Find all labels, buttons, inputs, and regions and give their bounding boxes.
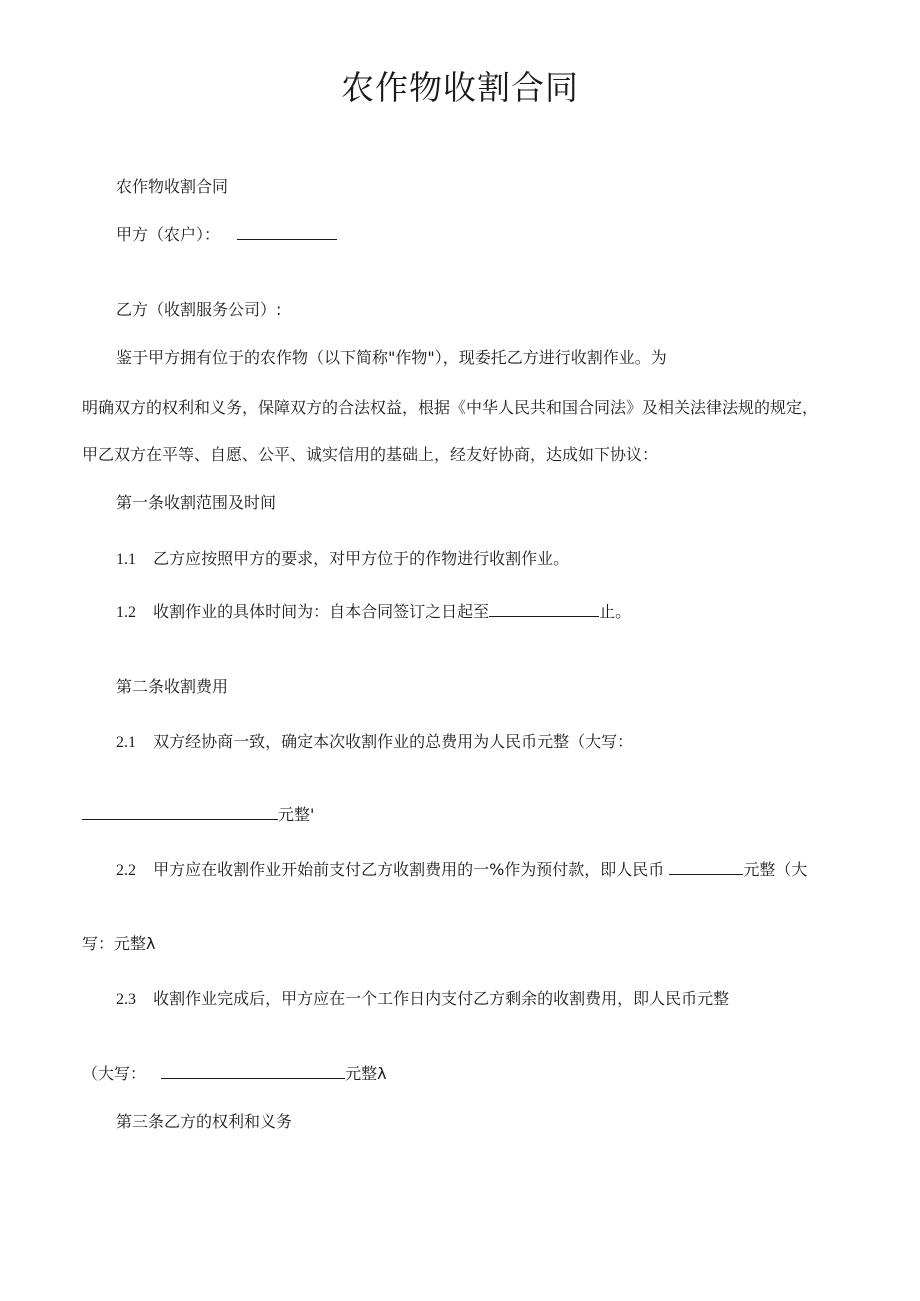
clause-text: （大写： xyxy=(82,1064,147,1083)
clause-2-3 xyxy=(116,988,729,1011)
document-heading: 农作物收割合同 xyxy=(116,177,229,196)
prepayment-amount-blank xyxy=(669,860,743,875)
clause-text: 收割作业的具体时间为：自本合同签订之日起至 xyxy=(153,602,490,621)
clause-text: 收割作业完成后，甲方应在一个工作日内支付乙方剩余的收割费用，即人民币元整 xyxy=(153,989,730,1008)
clause-1-2 xyxy=(116,601,631,624)
clause-number: 1.2 xyxy=(116,604,136,621)
clause-2-2-continuation: 写：元整λ xyxy=(82,934,156,953)
clause-text: 甲方应在收割作业开始前支付乙方收割费用的一%作为预付款，即人民币 xyxy=(153,860,665,879)
document-title: 农作物收割合同 xyxy=(341,68,579,107)
remaining-amount-blank xyxy=(161,1064,345,1079)
clause-number: 1.1 xyxy=(116,551,136,568)
clause-text-end: 元整（大 xyxy=(743,860,808,879)
clause-2-2 xyxy=(116,859,807,882)
party-a-label: 甲方（农户）： xyxy=(116,225,221,244)
clause-number: 2.2 xyxy=(116,862,136,879)
party-a-line xyxy=(116,224,337,246)
clause-number: 2.1 xyxy=(116,734,136,751)
article-1-heading: 第一条收割范围及时间 xyxy=(116,493,277,512)
clause-text-end: 元整λ xyxy=(345,1064,387,1083)
article-2-heading: 第二条收割费用 xyxy=(116,677,229,696)
clause-text: 元整' xyxy=(278,805,315,824)
clause-2-3-continuation xyxy=(82,1063,387,1085)
clause-text-end: 止。 xyxy=(599,602,632,621)
party-b-label: 乙方（收割服务公司）: xyxy=(116,300,282,319)
clause-1-1 xyxy=(116,548,569,571)
party-a-blank xyxy=(237,225,337,240)
preamble-line-2: 明确双方的权利和义务，保障双方的合法权益，根据《中华人民共和国合同法》及相关法律法规的规定， xyxy=(82,398,819,417)
preamble-line-1: 鉴于甲方拥有位于的农作物（以下简称"作物"），现委托乙方进行收割作业。为 xyxy=(116,348,667,367)
end-date-blank xyxy=(489,602,599,617)
clause-2-1-continuation xyxy=(82,804,314,826)
clause-text: 双方经协商一致，确定本次收割作业的总费用为人民币元整（大写： xyxy=(153,732,634,751)
article-3-heading: 第三条乙方的权利和义务 xyxy=(116,1112,293,1131)
amount-in-words-blank xyxy=(82,805,278,820)
clause-text: 乙方应按照甲方的要求，对甲方位于的作物进行收割作业。 xyxy=(153,549,570,568)
clause-2-1 xyxy=(116,731,633,754)
preamble-line-3: 甲乙双方在平等、自愿、公平、诚实信用的基础上，经友好协商，达成如下协议： xyxy=(82,445,659,464)
clause-number: 2.3 xyxy=(116,991,136,1008)
